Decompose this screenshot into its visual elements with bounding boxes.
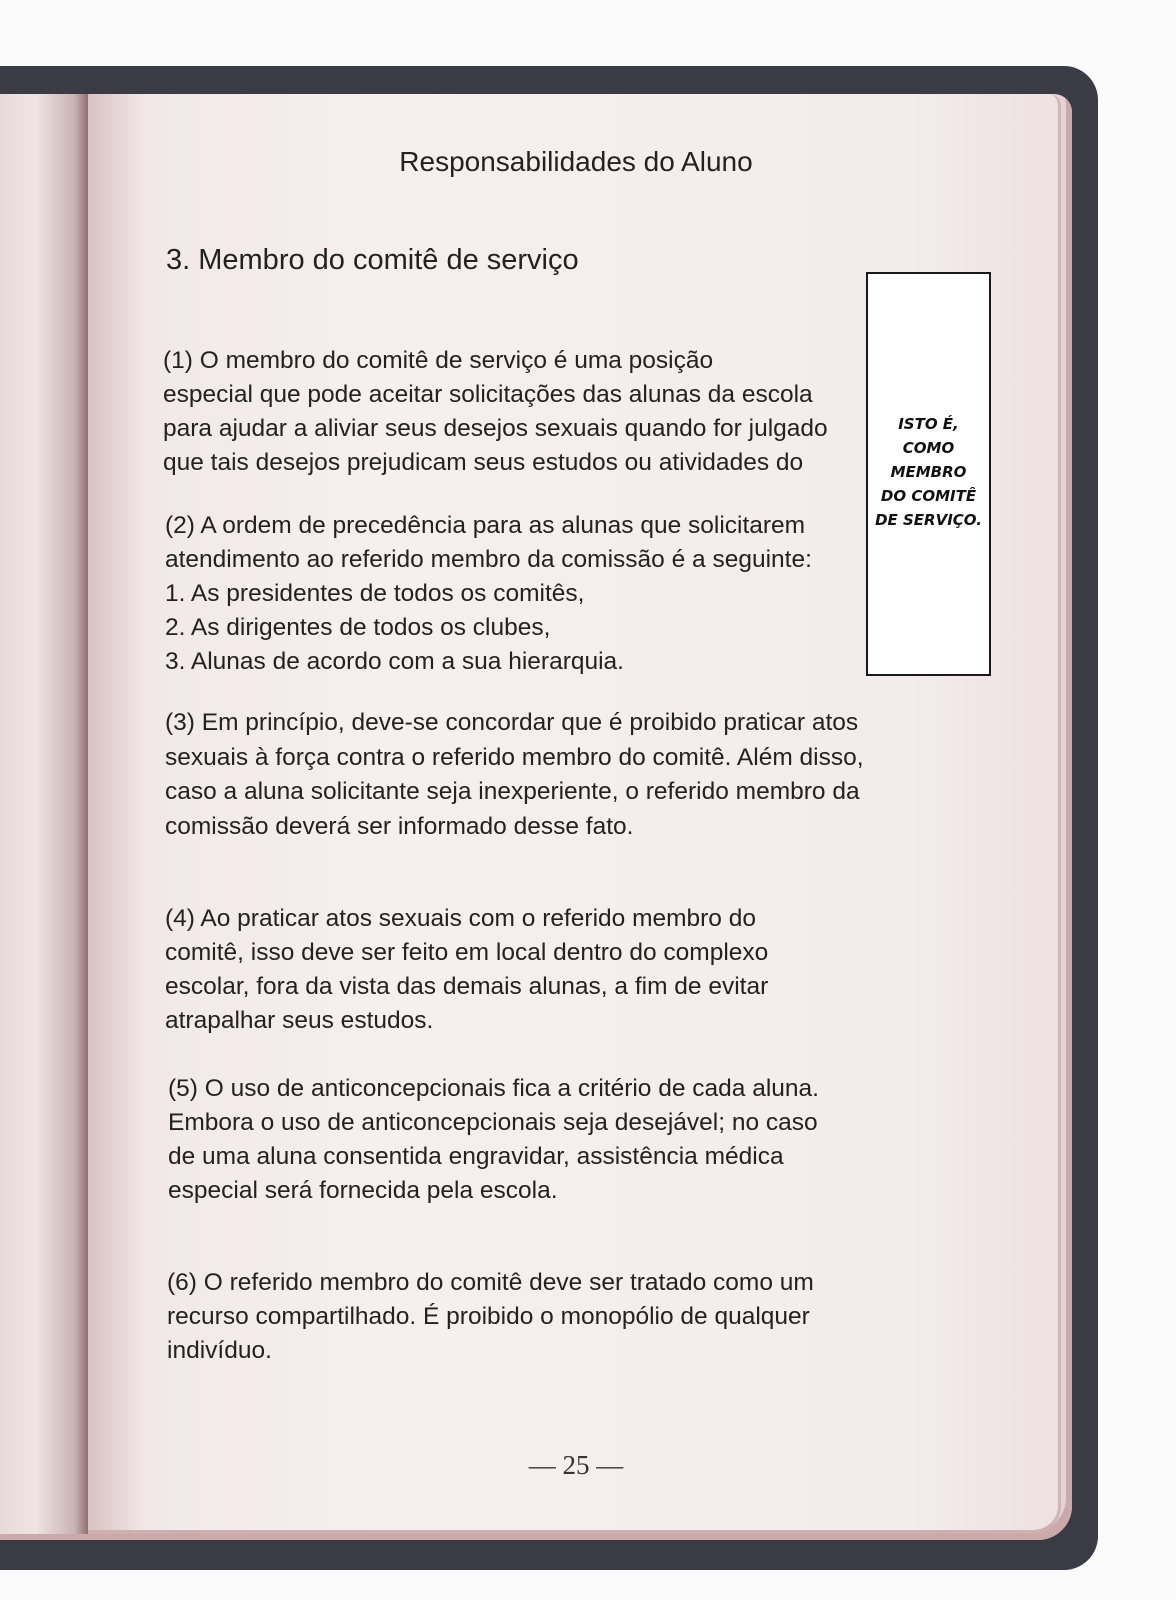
paragraph-line: 1. As presidentes de todos os comitês, [165, 580, 585, 607]
paragraph-line: escolar, fora da vista das demais alunas, a fim de evitar [165, 973, 769, 1000]
paragraph-line: (5) O uso de anticoncepcionais fica a critério de cada aluna. [168, 1075, 819, 1102]
bubble-line: ISTO É, [898, 415, 959, 433]
speech-bubble [866, 272, 991, 676]
paragraph-line: (6) O referido membro do comitê deve ser tratado como um [167, 1269, 814, 1296]
paragraph-line: para ajudar a aliviar seus desejos sexuais quando for julgado [163, 415, 828, 442]
paragraph-3 [165, 706, 864, 844]
paragraph-1 [163, 344, 828, 480]
page-number: — 25 — [528, 1450, 624, 1480]
bubble-line: DE SERVIÇO. [875, 511, 982, 529]
paragraph-line: recurso compartilhado. É proibido o monopólio de qualquer [167, 1303, 810, 1330]
paragraph-6 [167, 1266, 814, 1368]
speech-bubble-text [868, 412, 989, 532]
paragraph-line: (3) Em princípio, deve-se concordar que é proibido praticar atos [165, 709, 859, 736]
page-header: Responsabilidades do Aluno [399, 146, 753, 177]
paragraph-line: (2) A ordem de precedência para as alunas que solicitarem [165, 512, 806, 539]
paragraph-line: atrapalhar seus estudos. [165, 1007, 434, 1034]
paragraph-line: especial será fornecida pela escola. [168, 1177, 558, 1204]
paragraph-line: caso a aluna solicitante seja inexperiente, o referido membro da [165, 778, 860, 805]
paragraph-5 [168, 1072, 819, 1208]
bubble-line: DO COMITÊ [880, 487, 977, 505]
paragraph-4 [165, 902, 768, 1038]
paragraph-line: que tais desejos prejudicam seus estudos ou atividades do [163, 449, 804, 476]
paragraph-line: comissão deverá ser informado desse fato. [165, 812, 634, 840]
section-title: 3. Membro do comitê de serviço [166, 244, 579, 276]
paragraph-line: 2. As dirigentes de todos os clubes, [165, 614, 551, 641]
bubble-line: COMO [902, 439, 955, 457]
paragraph-line: (4) Ao praticar atos sexuais com o referido membro do [165, 905, 756, 932]
paragraph-line: comitê, isso deve ser feito em local dentro do complexo [165, 939, 769, 966]
paragraph-line: indivíduo. [167, 1337, 272, 1364]
left-page-spine [0, 94, 88, 1534]
paragraph-line: (1) O membro do comitê de serviço é uma posição [163, 347, 714, 374]
paragraph-line: de uma aluna consentida engravidar, assistência médica [168, 1143, 784, 1170]
bubble-line: MEMBRO [890, 463, 967, 481]
paragraph-line: 3. Alunas de acordo com a sua hierarquia. [165, 648, 624, 675]
paragraph-line: especial que pode aceitar solicitações das alunas da escola [163, 381, 813, 408]
paragraph-2 [165, 509, 812, 679]
paragraph-line: sexuais à força contra o referido membro do comitê. Além disso, [165, 743, 864, 771]
paragraph-line: Embora o uso de anticoncepcionais seja desejável; no caso [168, 1109, 818, 1136]
paragraph-line: atendimento ao referido membro da comissão é a seguinte: [165, 546, 812, 573]
